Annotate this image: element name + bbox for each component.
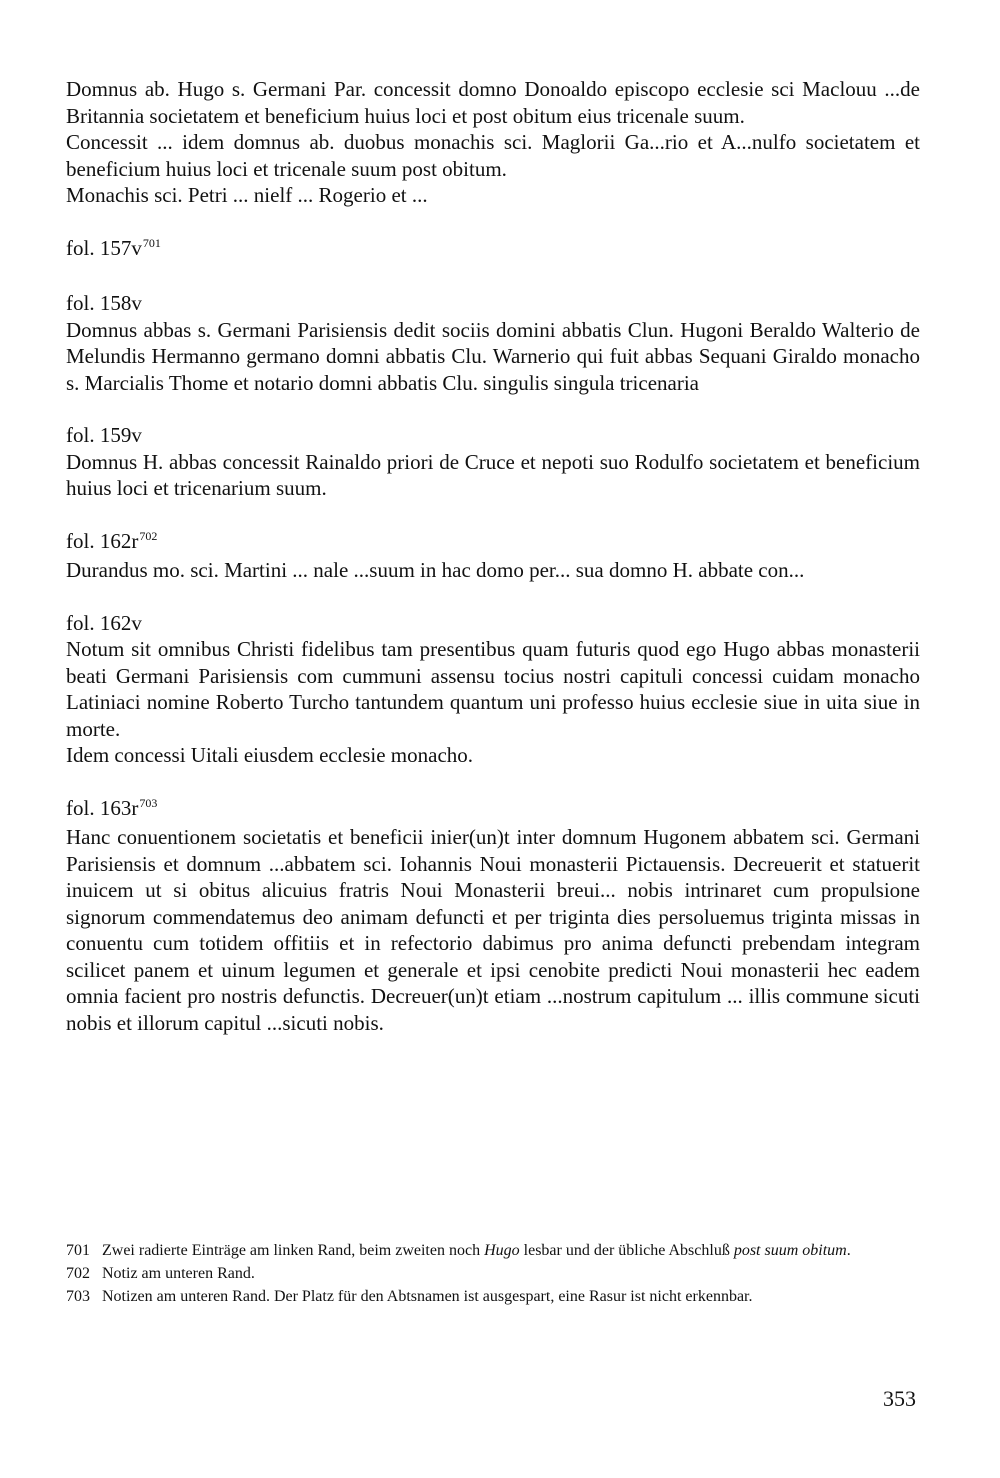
intro-block	[66, 76, 920, 209]
footnote	[66, 1286, 920, 1307]
intro-paragraph: Monachis sci. Petri ... nielf ... Rogerio et ...	[66, 183, 428, 207]
folio-heading: fol. $163r^{703}$	[66, 795, 158, 820]
entry-paragraph: Domnus abbas s. Germani Parisiensis dedit sociis domini abbatis Clun. Hugoni Beraldo Walterio de Melundis Hermanno germano domni abbatis Clu. Warnerio qui fuit abbas Sequani Giraldo monacho s. Marcialis Thome et notario domni abbatis Clu. singulis singula tricenaria	[66, 317, 920, 395]
folio-heading: fol. $162r^{702}$	[66, 528, 158, 553]
footnote-ref: 702	[139, 528, 158, 543]
entry-paragraph: Hanc conuentionem societatis et beneficii inier(un)t inter domnum Hugonem abbatem sci. Germani Parisiensis et domnum ...abbatem sci. Iohannis Noui monasterii Pictauensis. Decreuerit et statuerit inuicem ut si obitus alicuius fratris Noui Monasterii breui... nobis intrinaret cum propulsione signorum commendatemus deo animam defuncti et per triginta dies persoluemus triginta missas in conuentu cum totidem offitiis et in refectorio dabimus pro anima defuncti prebendam integram scilicet panem et uinum legumen et generale et ipsi cenobite predicti Noui monasterii hec eadem omnia facient pro nostris defunctis. Decreuer(un)t etiam ...nostrum capitulum ... illis commune sicuti nobis et illorum capitul ...sicuti nobis.	[66, 825, 920, 1035]
footnote-number: 701	[66, 1242, 90, 1259]
folio-heading: fol. 158v	[66, 291, 142, 315]
main-text	[66, 76, 920, 1036]
section-fol-158v	[66, 290, 920, 396]
section-fol-163r	[66, 795, 920, 1037]
footnote	[66, 1263, 920, 1284]
footnote-number: 703	[66, 1288, 90, 1305]
footnote-number: 702	[66, 1265, 90, 1282]
folio-heading: fol. 159v	[66, 423, 142, 447]
entry-paragraph: Idem concessi Uitali eiusdem ecclesie monacho.	[66, 743, 474, 767]
footnote-ref: 701	[142, 235, 161, 250]
intro-paragraph: Domnus ab. Hugo s. Germani Par. concessit domno Donoaldo episcopo ecclesie sci Maclouu ...de Britannia societatem et beneficium huius loci et post obitum eius tricenale suum.	[66, 77, 920, 128]
footnote	[66, 1240, 920, 1261]
page-number: 353	[883, 1386, 916, 1411]
folio-heading: fol. $157v^{701}$	[66, 235, 161, 260]
footnote-text: Notizen am unteren Rand. Der Platz für den Abtsnamen ist ausgespart, eine Rasur ist nicht erkennbar.	[102, 1288, 753, 1305]
intro-paragraph: Concessit ... idem domnus ab. duobus monachis sci. Maglorii Ga...rio et A...nulfo societatem et beneficium huius loci et tricenale suum post obitum.	[66, 130, 920, 181]
folio-heading: fol. 162v	[66, 610, 142, 635]
footnote-ref: 703	[139, 795, 158, 810]
footnote-text: Notiz am unteren Rand.	[102, 1265, 255, 1282]
section-fol-162r	[66, 528, 920, 584]
footnotes	[66, 1240, 920, 1309]
entry-paragraph: Notum sit omnibus Christi fidelibus tam presentibus quam futuris quod ego Hugo abbas monasterii beati Germani Parisiensis com cummuni assensu tocius nostri capituli concessi cuidam monacho Latiniaci nomine Roberto Turcho tantundem quantum uni professo huius ecclesie siue in uita siue in morte.	[66, 637, 920, 741]
footnote-text: Zwei radierte Einträge am linken Rand, beim zweiten noch Hugo lesbar und der übliche Abschluß post suum obitum.	[102, 1242, 851, 1259]
section-fol-157v	[66, 235, 920, 265]
section-fol-162v	[66, 610, 920, 769]
entry-paragraph: Domnus H. abbas concessit Rainaldo priori de Cruce et nepoti suo Rodulfo societatem et beneficium huius loci et tricenarium suum.	[66, 449, 920, 500]
section-fol-159v	[66, 422, 920, 502]
entry-paragraph: Durandus mo. sci. Martini ... nale ...suum in hac domo per... sua domno H. abbate con...	[66, 558, 805, 582]
